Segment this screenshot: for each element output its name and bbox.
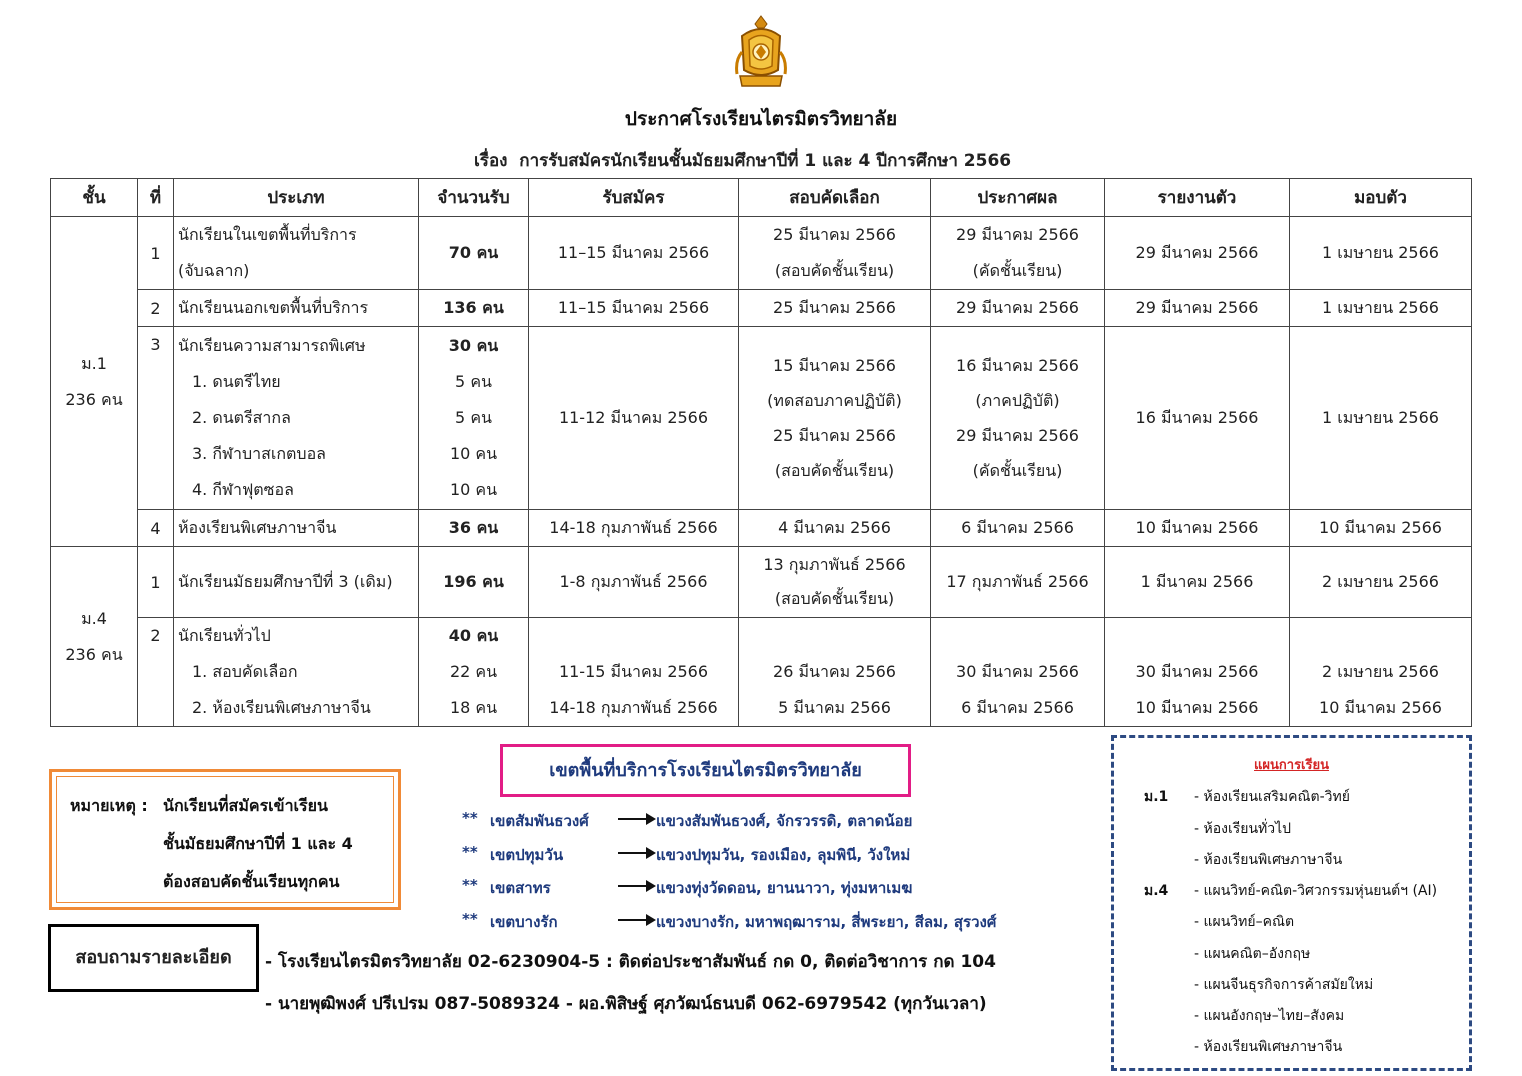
plan-item: - แผนอังกฤษ–ไทย–สังคม <box>1194 1008 1345 1024</box>
school-emblem <box>734 14 788 94</box>
plan-item: - แผนคณิต–อังกฤษ <box>1194 946 1311 962</box>
page-title: ประกาศโรงเรียนไตรมิตรวิทยาลัย <box>624 108 898 130</box>
type-line: (จับฉลาก) <box>178 261 250 280</box>
row-no-text: 3 <box>150 335 161 354</box>
table-row <box>51 510 1472 547</box>
area-bullet: ** <box>462 876 478 894</box>
table-row <box>51 547 1472 618</box>
announce-line: 29 มีนาคม 2566 <box>956 426 1079 445</box>
amount-cell: 196 คน <box>419 547 529 618</box>
exam-cell: 4 มีนาคม 2566 <box>739 510 931 547</box>
area-subdistricts: แขวงปทุมวัน, รองเมือง, ลุมพินี, วังใหม่ <box>656 846 911 864</box>
table-row <box>51 290 1472 327</box>
apply-line: 14-18 กุมภาพันธ์ 2566 <box>549 698 718 717</box>
enroll-cell: 1 เมษายน 2566 <box>1290 217 1472 290</box>
contact-line-1: - โรงเรียนไตรมิตรวิทยาลัย 02-6230904-5 : ติดต่อประชาสัมพันธ์ กด 0, ติดต่อวิชาการ กด 104 <box>265 952 996 972</box>
exam-cell <box>739 547 931 618</box>
type-cell <box>174 618 419 727</box>
contact-label: สอบถามรายละเอียด <box>48 924 259 992</box>
exam-line: (สอบคัดชั้นเรียน) <box>774 261 895 280</box>
exam-line: 15 มีนาคม 2566 <box>773 356 896 375</box>
area-subdistricts: แขวงทุ่งวัดดอน, ยานนาวา, ทุ่งมหาเมฆ <box>656 879 913 897</box>
arrow-right-icon <box>618 919 654 921</box>
arrow-right-icon <box>618 885 654 887</box>
plan-item: - แผนจีนธุรกิจการค้าสมัยใหม่ <box>1194 977 1374 993</box>
plan-item: - แผนวิทย์-คณิต-วิศวกรรมหุ่นยนต์ฯ (AI) <box>1194 883 1438 899</box>
col-header: รายงานตัว <box>1105 179 1290 217</box>
subject-text: การรับสมัครนักเรียนชั้นมัธยมศึกษาปีที่ 1 และ 4 ปีการศึกษา 2566 <box>519 151 1012 171</box>
report-cell: 10 มีนาคม 2566 <box>1105 510 1290 547</box>
type-line: 2. ดนตรีสากล <box>192 408 291 427</box>
col-header: ที่ <box>138 179 174 217</box>
type-cell <box>174 327 419 510</box>
col-header: ชั้น <box>51 179 138 217</box>
type-line: นักเรียนในเขตพื้นที่บริการ <box>178 225 357 244</box>
report-line: 10 มีนาคม 2566 <box>1135 698 1259 717</box>
plan-item: - ห้องเรียนพิเศษภาษาจีน <box>1194 852 1343 868</box>
col-header: มอบตัว <box>1290 179 1472 217</box>
table-header-row <box>51 179 1472 217</box>
service-area-title: เขตพื้นที่บริการโรงเรียนไตรมิตรวิทยาลัย <box>500 744 911 797</box>
plan-level-label: ม.1 <box>1144 789 1169 805</box>
note-label: หมายเหตุ : <box>70 796 148 815</box>
announce-line: 29 มีนาคม 2566 <box>956 225 1079 244</box>
table-row <box>51 327 1472 510</box>
col-header: ประกาศผล <box>931 179 1105 217</box>
enroll-cell: 1 เมษายน 2566 <box>1290 327 1472 510</box>
area-district: เขตสัมพันธวงศ์ <box>490 812 589 830</box>
exam-cell <box>739 618 931 727</box>
exam-line: 25 มีนาคม 2566 <box>773 426 896 445</box>
announce-cell <box>931 217 1105 290</box>
enroll-line: 10 มีนาคม 2566 <box>1319 698 1442 717</box>
report-cell: 1 มีนาคม 2566 <box>1105 547 1290 618</box>
enroll-cell: 1 เมษายน 2566 <box>1290 290 1472 327</box>
enroll-line: 2 เมษายน 2566 <box>1322 662 1439 681</box>
level-label: ม.4 <box>81 608 107 628</box>
announce-cell: 17 กุมภาพันธ์ 2566 <box>931 547 1105 618</box>
row-no-text: 2 <box>150 626 161 645</box>
plan-level-label: ม.4 <box>1144 883 1169 899</box>
level-cell-m1 <box>51 217 138 547</box>
exam-cell: 25 มีนาคม 2566 <box>739 290 931 327</box>
enroll-cell <box>1290 618 1472 727</box>
row-no: 1 <box>138 217 174 290</box>
exam-cell <box>739 327 931 510</box>
amount-line: 40 คน <box>448 626 499 645</box>
col-header: ประเภท <box>174 179 419 217</box>
plan-item: - แผนวิทย์–คณิต <box>1194 914 1295 930</box>
level-cell-m4 <box>51 547 138 727</box>
col-header: รับสมัคร <box>529 179 739 217</box>
amount-line: 30 คน <box>448 336 499 355</box>
col-header: จำนวนรับ <box>419 179 529 217</box>
report-line: 30 มีนาคม 2566 <box>1135 662 1259 681</box>
study-plan-box <box>1111 735 1472 1071</box>
apply-cell: 11–15 มีนาคม 2566 <box>529 290 739 327</box>
contact-line-2: - นายพุฒิพงศ์ ปรีเปรม 087-5089324 - ผอ.พิสิษฐ์ ศุภวัฒน์ธนบดี 062-6979542 (ทุกวันเวลา) <box>265 994 987 1014</box>
page-subtitle <box>474 147 1011 174</box>
exam-cell <box>739 217 931 290</box>
type-line: นักเรียนความสามารถพิเศษ <box>178 336 366 355</box>
apply-cell: 14-18 กุมภาพันธ์ 2566 <box>529 510 739 547</box>
level-count: 236 คน <box>65 644 123 664</box>
type-cell: ห้องเรียนพิเศษภาษาจีน <box>174 510 419 547</box>
amount-cell <box>419 327 529 510</box>
note-box <box>49 769 401 910</box>
amount-cell: 36 คน <box>419 510 529 547</box>
exam-line: 13 กุมภาพันธ์ 2566 <box>763 555 906 574</box>
area-bullet: ** <box>462 809 478 827</box>
row-no <box>138 618 174 727</box>
arrow-right-icon <box>618 818 654 820</box>
exam-line: 5 มีนาคม 2566 <box>778 698 891 717</box>
amount-cell: 136 คน <box>419 290 529 327</box>
note-line: นักเรียนที่สมัครเข้าเรียน <box>163 796 328 815</box>
apply-cell <box>529 618 739 727</box>
amount-line: 18 คน <box>449 698 498 717</box>
announce-line: 6 มีนาคม 2566 <box>961 698 1074 717</box>
announce-cell: 29 มีนาคม 2566 <box>931 290 1105 327</box>
col-header: สอบคัดเลือก <box>739 179 931 217</box>
report-cell: 29 มีนาคม 2566 <box>1105 290 1290 327</box>
announce-line: 30 มีนาคม 2566 <box>956 662 1079 681</box>
study-plan-title: แผนการเรียน <box>1254 758 1329 773</box>
type-cell <box>174 217 419 290</box>
arrow-right-icon <box>618 852 654 854</box>
row-no <box>138 327 174 510</box>
note-line: ต้องสอบคัดชั้นเรียนทุกคน <box>163 872 340 891</box>
exam-line: (สอบคัดชั้นเรียน) <box>774 461 895 480</box>
area-bullet: ** <box>462 843 478 861</box>
subject-label: เรื่อง <box>474 151 508 171</box>
amount-line: 10 คน <box>449 444 498 463</box>
row-no: 4 <box>138 510 174 547</box>
note-line: ชั้นมัธยมศึกษาปีที่ 1 และ 4 <box>163 834 353 853</box>
amount-line: 10 คน <box>449 480 498 499</box>
announce-line: (คัดชั้นเรียน) <box>972 261 1063 280</box>
area-district: เขตปทุมวัน <box>490 846 564 864</box>
exam-line: (ทดสอบภาคปฏิบัติ) <box>767 391 902 410</box>
admission-schedule-table <box>50 178 1472 727</box>
type-cell: นักเรียนนอกเขตพื้นที่บริการ <box>174 290 419 327</box>
amount-cell <box>419 618 529 727</box>
exam-line: 26 มีนาคม 2566 <box>773 662 896 681</box>
type-cell: นักเรียนมัธยมศึกษาปีที่ 3 (เดิม) <box>174 547 419 618</box>
exam-line: 25 มีนาคม 2566 <box>773 225 896 244</box>
announce-cell <box>931 327 1105 510</box>
type-line: 1. สอบคัดเลือก <box>192 662 298 681</box>
area-bullet: ** <box>462 910 478 928</box>
plan-item: - ห้องเรียนเสริมคณิต-วิทย์ <box>1194 789 1350 805</box>
plan-item: - ห้องเรียนทั่วไป <box>1194 821 1292 837</box>
row-no: 2 <box>138 290 174 327</box>
table-row <box>51 618 1472 727</box>
area-subdistricts: แขวงสัมพันธวงศ์, จักรวรรดิ, ตลาดน้อย <box>656 812 913 830</box>
type-line: 3. กีฬาบาสเกตบอล <box>192 444 326 463</box>
type-line: 4. กีฬาฟุตซอล <box>192 480 294 499</box>
level-count: 236 คน <box>65 389 123 409</box>
enroll-cell: 2 เมษายน 2566 <box>1290 547 1472 618</box>
announce-line: 16 มีนาคม 2566 <box>956 356 1079 375</box>
amount-line: 5 คน <box>455 372 492 391</box>
report-cell: 29 มีนาคม 2566 <box>1105 217 1290 290</box>
announce-cell <box>931 618 1105 727</box>
area-district: เขตบางรัก <box>490 913 558 931</box>
type-line: 2. ห้องเรียนพิเศษภาษาจีน <box>192 698 371 717</box>
amount-cell: 70 คน <box>419 217 529 290</box>
level-label: ม.1 <box>81 353 107 373</box>
apply-cell: 11–15 มีนาคม 2566 <box>529 217 739 290</box>
report-cell: 16 มีนาคม 2566 <box>1105 327 1290 510</box>
type-line: 1. ดนตรีไทย <box>192 372 281 391</box>
area-subdistricts: แขวงบางรัก, มหาพฤฒาราม, สี่พระยา, สีลม, สุรวงศ์ <box>656 913 997 931</box>
amount-line: 22 คน <box>449 662 498 681</box>
apply-line: 11-15 มีนาคม 2566 <box>558 662 709 681</box>
amount-line: 5 คน <box>455 408 492 427</box>
row-no: 1 <box>138 547 174 618</box>
exam-line: (สอบคัดชั้นเรียน) <box>774 589 895 608</box>
apply-cell: 11-12 มีนาคม 2566 <box>529 327 739 510</box>
report-cell <box>1105 618 1290 727</box>
apply-cell: 1-8 กุมภาพันธ์ 2566 <box>529 547 739 618</box>
announce-line: (คัดชั้นเรียน) <box>972 461 1063 480</box>
enroll-cell: 10 มีนาคม 2566 <box>1290 510 1472 547</box>
announce-line: (ภาคปฏิบัติ) <box>975 391 1060 410</box>
announce-cell: 6 มีนาคม 2566 <box>931 510 1105 547</box>
type-line: นักเรียนทั่วไป <box>178 626 271 645</box>
table-row <box>51 217 1472 290</box>
plan-item: - ห้องเรียนพิเศษภาษาจีน <box>1194 1039 1343 1055</box>
area-district: เขตสาทร <box>490 879 551 897</box>
